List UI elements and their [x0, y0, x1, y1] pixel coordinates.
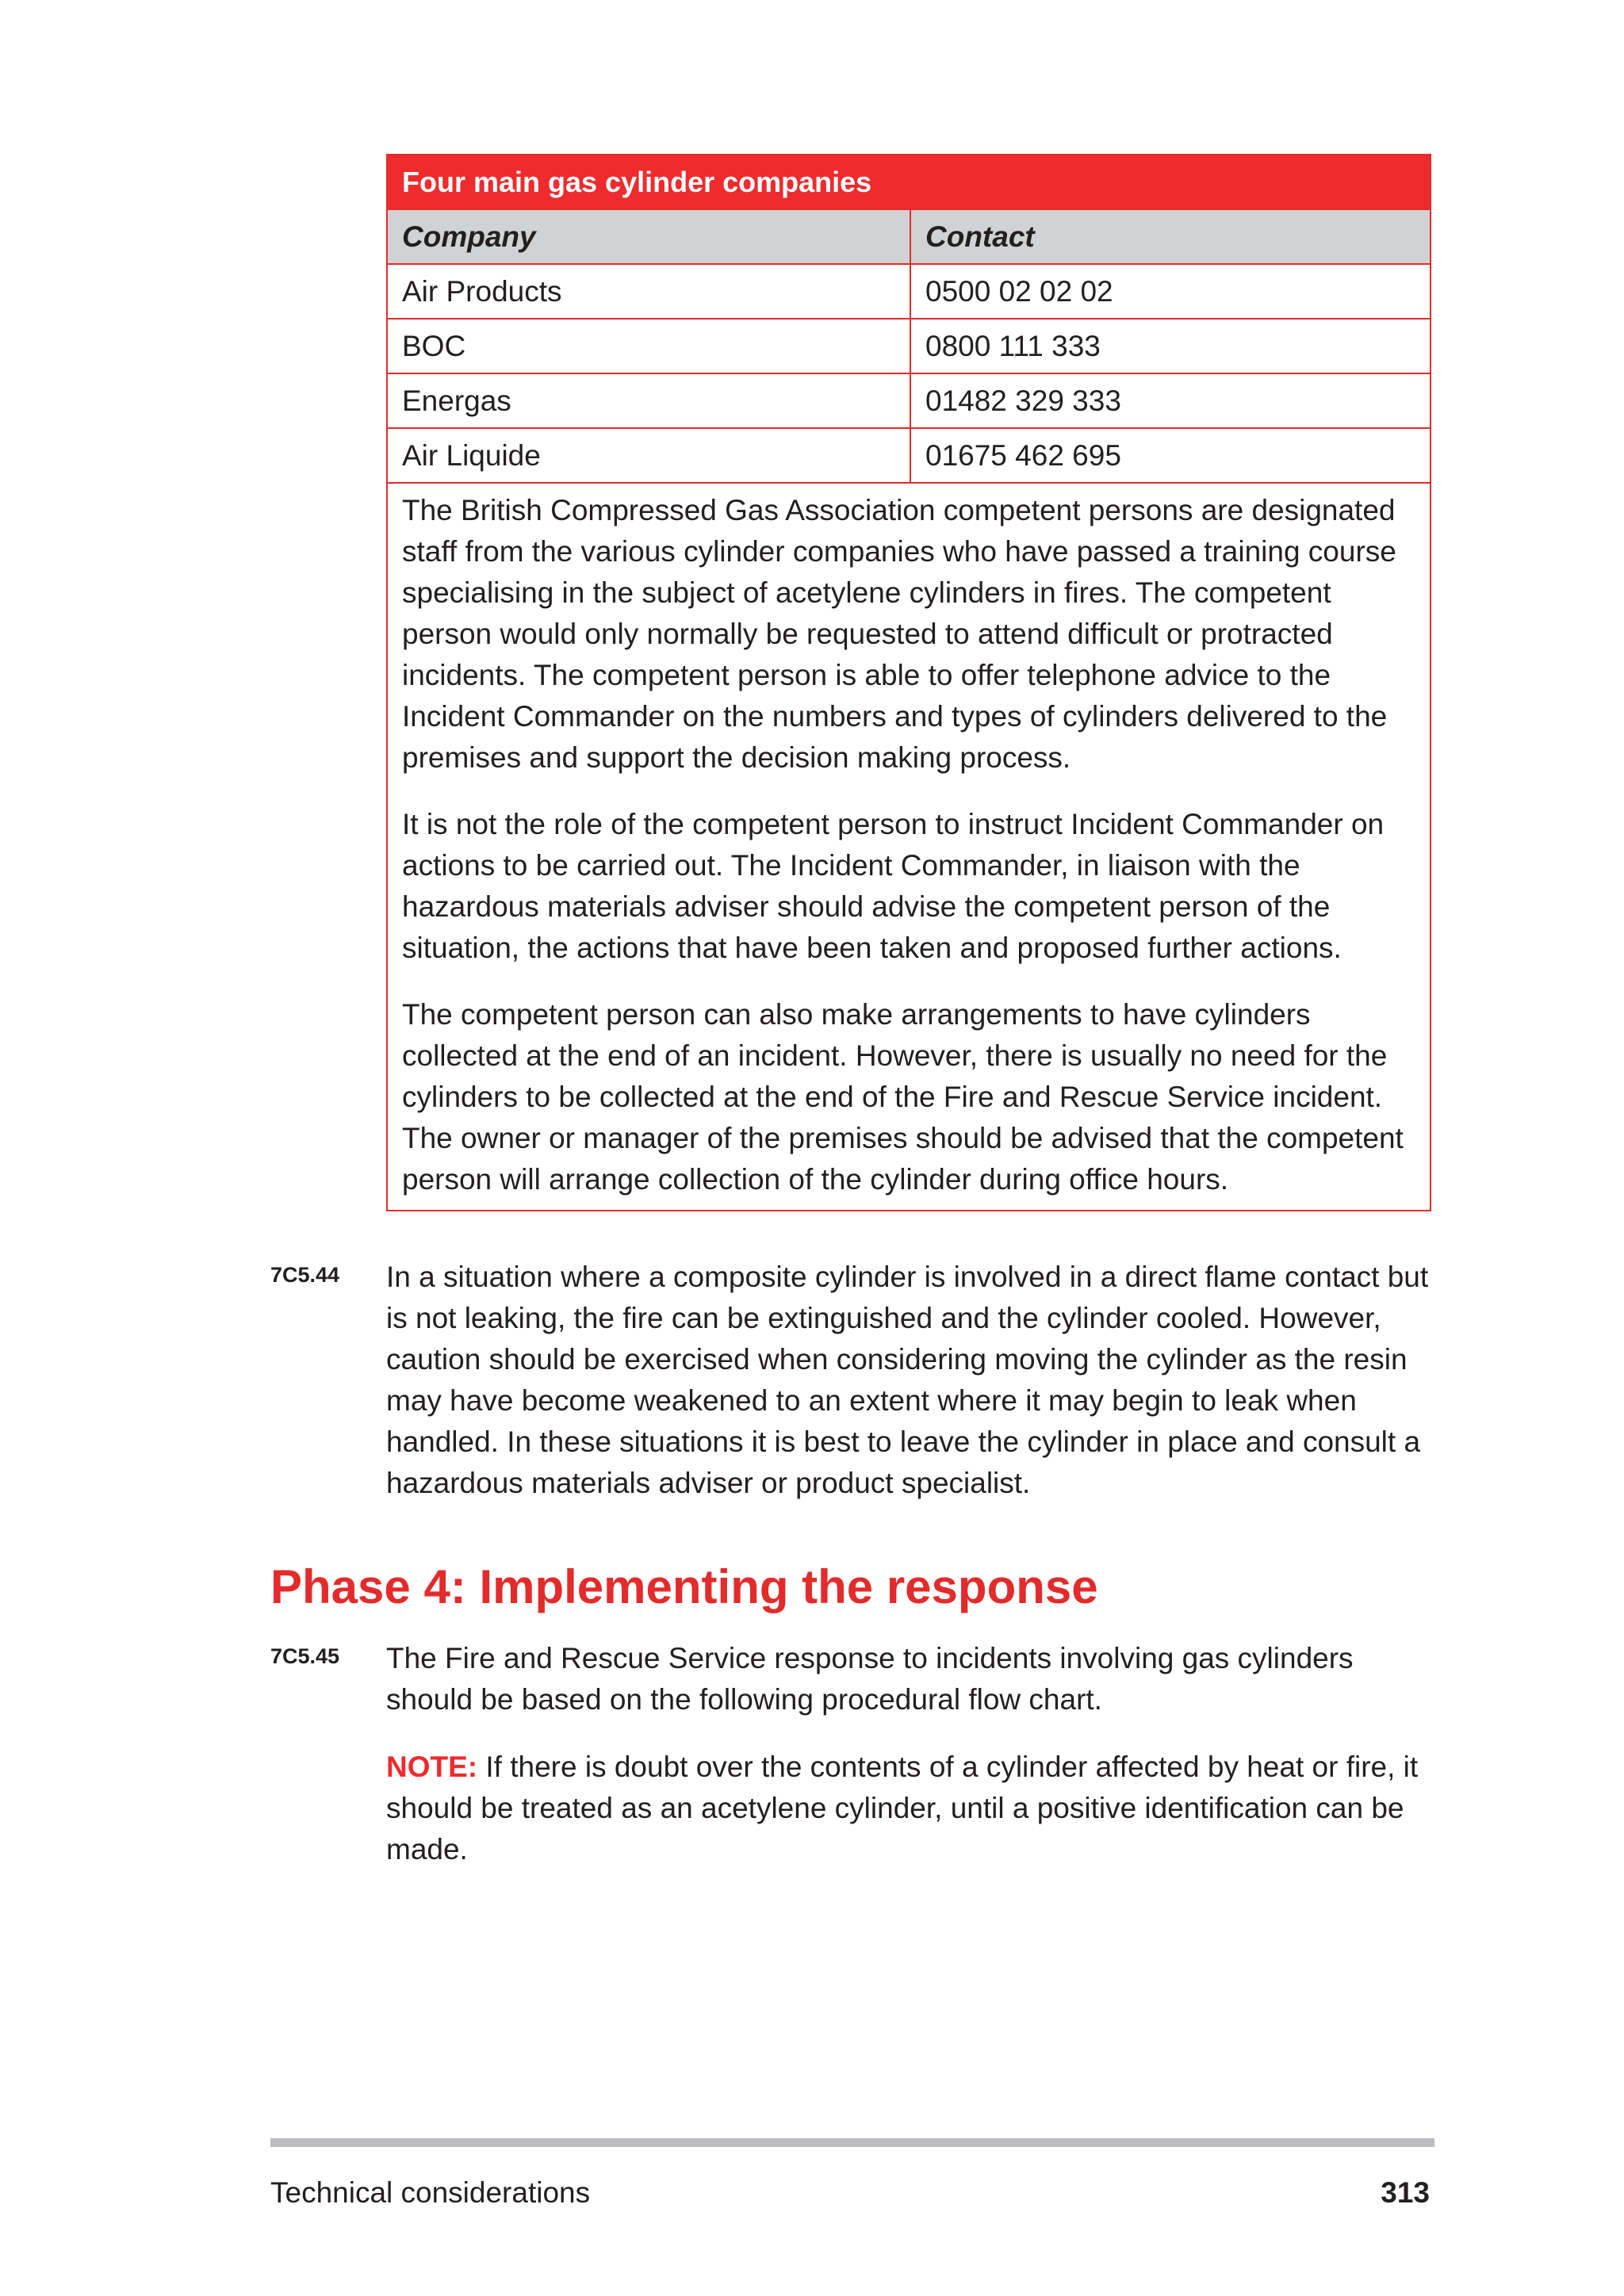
page-number: 313 [1381, 2176, 1430, 2209]
column-header-contact: Contact [910, 210, 1430, 263]
gas-cylinder-companies-table [386, 154, 1431, 1211]
company-cell: BOC [402, 330, 466, 362]
company-cell: Air Liquide [402, 439, 541, 472]
footer-section-title: Technical considerations [270, 2176, 591, 2209]
note-paragraph [386, 1747, 1436, 1870]
note-text: If there is doubt over the contents of a cylinder affected by heat or fire, it should be treated as an acetylene cylinder, until a positive identification can be made. [386, 1751, 1419, 1866]
section-heading: Phase 4: Implementing the response [270, 1560, 1098, 1613]
company-cell: Energas [402, 385, 511, 417]
footer-rule [270, 2138, 1434, 2147]
paragraph-7c5-45 [270, 1638, 1436, 1870]
table-note-paragraph: The British Compressed Gas Association competent persons are designated staff from the various cylinder companies who have passed a training course specialising in the subject of acetylene cylinders in fires. The competent person would only normally be requested to attend difficult or protracted incidents. The competent person is able to offer telephone advice to the Incident Commander on the numbers and types of cylinders delivered to the premises and support the decision making process. [402, 494, 1396, 774]
table-note [388, 482, 1430, 1210]
table-note-paragraph: The competent person can also make arrangements to have cylinders collected at the end of an incident. However, there is usually no need for the cylinders to be collected at the end of the Fire and Rescue Service incident. The owner or manager of the premises should be advised that the competent person will arrange collection of the cylinder during office hours. [402, 998, 1404, 1196]
table-row [388, 427, 1430, 482]
contact-cell: 0500 02 02 02 [910, 265, 1430, 318]
table-note-paragraph: It is not the role of the competent person to instruct Incident Commander on actions to be carried out. The Incident Commander, in liaison with the hazardous materials adviser should advise the competent person of the situation, the actions that have been taken and proposed further actions. [402, 808, 1385, 964]
table-row [388, 373, 1430, 427]
company-cell: Air Products [402, 275, 562, 308]
note-label: NOTE: [386, 1751, 478, 1783]
paragraph-number: 7C5.45 [270, 1644, 340, 1668]
column-header-company: Company [402, 220, 536, 253]
table-title: Four main gas cylinder companies [388, 155, 1430, 209]
table-row [388, 263, 1430, 318]
paragraph-text: In a situation where a composite cylinder is involved in a direct flame contact but is not leaking, the fire can be extinguished and the cylinder cooled. However, caution should be exercised when considering moving the cylinder as the resin may have become weakened to an extent where it may begin to leak when handled. In these situations it is best to leave the cylinder in place and consult a hazardous materials adviser or product specialist. [386, 1261, 1429, 1499]
paragraph-7c5-44 [270, 1257, 1436, 1504]
contact-cell: 01482 329 333 [910, 374, 1430, 427]
contact-cell: 0800 111 333 [910, 320, 1430, 373]
contact-cell: 01675 462 695 [910, 429, 1430, 482]
paragraph-text: The Fire and Rescue Service response to incidents involving gas cylinders should be based on the following procedural flow chart. [386, 1642, 1354, 1716]
paragraph-number: 7C5.44 [270, 1263, 340, 1287]
table-row [388, 318, 1430, 373]
table-header-row [388, 209, 1430, 263]
